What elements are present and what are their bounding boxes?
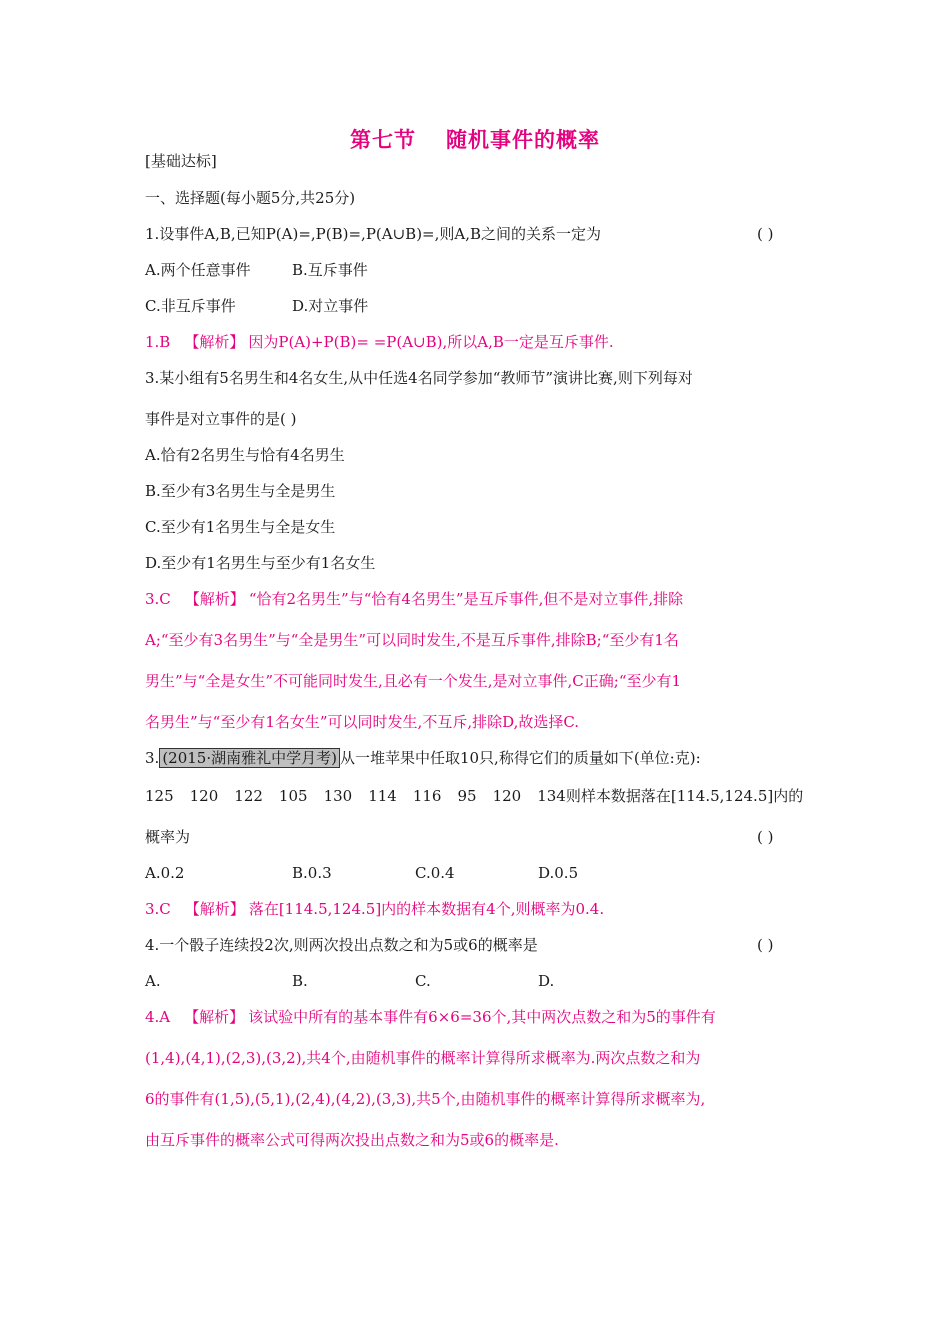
- q1-analysis-tag: 【解析】: [184, 333, 245, 351]
- title-section-number: 第七节: [350, 127, 416, 152]
- q3a-solution-line4: 名男生”与“至少有1名女生”可以同时发生,不互斥,排除D,故选择C.: [145, 713, 580, 731]
- q4-options: [145, 971, 554, 991]
- q3b-data-value: 120: [492, 787, 522, 805]
- q4-option-d: D.: [538, 972, 555, 990]
- q3b-options: [145, 863, 578, 883]
- q4-solution-line2: (1,4),(4,1),(2,3),(3,2),共4个,由随机事件的概率计算得所求概率为.两次点数之和为: [145, 1049, 701, 1067]
- q4-stem: 4.一个骰子连续投2次,则两次投出点数之和为5或6的概率是: [145, 936, 538, 954]
- q3b-data-value: 125: [145, 787, 174, 805]
- q3b-data-value: 114: [368, 787, 397, 805]
- q1-answer-number: 1.B: [145, 333, 171, 351]
- q3b-data-value: 134: [537, 787, 566, 805]
- q3a-solution-line1: [145, 589, 683, 609]
- q3a-option-c: C.至少有1名男生与全是女生: [145, 518, 336, 536]
- q3b-answer-number: 3.C: [145, 900, 171, 918]
- q3b-option-a: A.0.2: [145, 864, 185, 882]
- q3b-data-value: 122: [234, 787, 263, 805]
- q3b-stem-line1: [145, 748, 701, 768]
- title-topic: 随机事件的概率: [446, 127, 600, 152]
- q3a-solution-line2: A;“至少有3名男生”与“全是男生”可以同时发生,不是互斥事件,排除B;“至少有1名: [145, 631, 679, 649]
- section-label: [基础达标]: [145, 152, 217, 170]
- q3a-answer-number: 3.C: [145, 590, 171, 608]
- q1-solution: [145, 332, 614, 352]
- q1-options-row2: [145, 296, 368, 316]
- q3a-analysis-text1: “恰有2名男生”与“恰有4名男生”是互斥事件,但不是对立事件,排除: [248, 590, 684, 608]
- q3b-analysis-tag: 【解析】: [184, 900, 245, 918]
- q3b-data-value: 95: [457, 787, 477, 805]
- q3b-answer-blank: ( ): [757, 828, 774, 846]
- q3b-data-line: [145, 786, 803, 806]
- q4-analysis-tag: 【解析】: [184, 1008, 245, 1026]
- q3b-data-value: 120: [189, 787, 219, 805]
- q3a-stem-line1: 3.某小组有5名男生和4名女生,从中任选4名同学参加“教师节”演讲比赛,则下列每对: [145, 369, 693, 387]
- q1-option-b: B.互斥事件: [292, 261, 368, 279]
- q4-answer-blank: ( ): [757, 936, 774, 954]
- q3b-data-value: 130: [323, 787, 353, 805]
- q1-analysis-text: 因为P(A)+P(B)= =P(A∪B),所以A,B一定是互斥事件.: [248, 333, 614, 351]
- q1-stem: 1.设事件A,B,已知P(A)=,P(B)=,P(A∪B)=,则A,B之间的关系一定为: [145, 225, 602, 243]
- q1-option-a: A.两个任意事件: [145, 261, 251, 279]
- q3b-stem-line3: 概率为: [145, 828, 191, 846]
- q3b-analysis-text: 落在[114.5,124.5]内的样本数据有4个,则概率为0.4.: [248, 900, 605, 918]
- q3a-solution-line3: 男生”与“全是女生”不可能同时发生,且必有一个发生,是对立事件,C正确;“至少有1: [145, 672, 682, 690]
- q4-option-c: C.: [415, 972, 431, 990]
- q1-option-c: C.非互斥事件: [145, 297, 236, 315]
- part-heading: 一、选择题(每小题5分,共25分): [145, 189, 356, 207]
- q3a-option-b: B.至少有3名男生与全是男生: [145, 482, 336, 500]
- q3a-option-d: D.至少有1名男生与至少有1名女生: [145, 554, 376, 572]
- q3a-analysis-tag: 【解析】: [184, 590, 245, 608]
- q1-options-row1: [145, 260, 368, 280]
- q3b-option-c: C.0.4: [415, 864, 455, 882]
- q3b-data-value: 105: [278, 787, 308, 805]
- q3b-option-d: D.0.5: [538, 864, 579, 882]
- q4-answer-number: 4.A: [145, 1008, 171, 1026]
- q3a-option-a: A.恰有2名男生与恰有4名男生: [145, 446, 345, 464]
- q3b-stem-text: 从一堆苹果中任取10只,称得它们的质量如下(单位:克):: [339, 749, 701, 767]
- q4-solution-line1: [145, 1007, 716, 1027]
- page-title: [0, 124, 950, 154]
- q4-analysis-text1: 该试验中所有的基本事件有6×6=36个,其中两次点数之和为5的事件有: [248, 1008, 716, 1026]
- q3b-option-b: B.0.3: [292, 864, 332, 882]
- q3b-solution: [145, 899, 604, 919]
- q3b-number: 3.: [145, 749, 160, 767]
- q1-option-d: D.对立事件: [292, 297, 369, 315]
- q4-option-b: B.: [292, 972, 308, 990]
- q4-option-a: A.: [145, 972, 161, 990]
- q3b-stem-tail: 则样本数据落在[114.5,124.5]内的: [565, 787, 804, 805]
- q4-solution-line4: 由互斥事件的概率公式可得两次投出点数之和为5或6的概率是.: [145, 1131, 559, 1149]
- q3b-data-value: 116: [412, 787, 442, 805]
- q4-solution-line3: 6的事件有(1,5),(5,1),(2,4),(4,2),(3,3),共5个,由随机事件的概率计算得所求概率为,: [145, 1090, 706, 1108]
- q3b-source-badge: (2015·湖南雅礼中学月考): [159, 748, 340, 768]
- q3a-stem-line2: 事件是对立事件的是( ): [145, 410, 297, 428]
- q1-answer-blank: ( ): [757, 225, 774, 243]
